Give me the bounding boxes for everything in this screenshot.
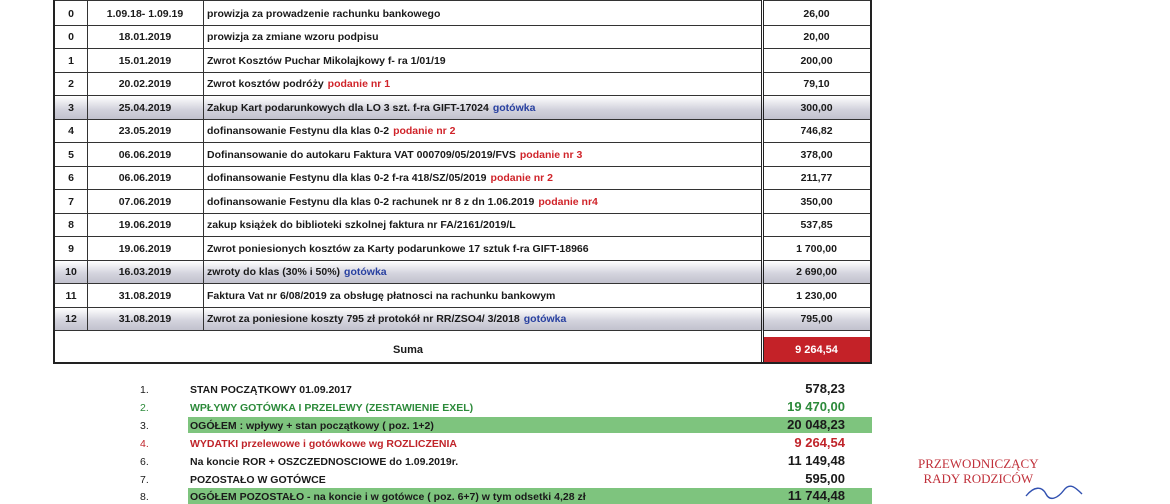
- row-note: gotówka: [344, 266, 387, 279]
- table-row: [55, 2, 870, 26]
- row-number: 10: [65, 266, 77, 279]
- row-description: [203, 2, 759, 26]
- row-date: 31.08.2019: [118, 289, 172, 302]
- row-amount: 795,00: [800, 313, 833, 326]
- row-description-text: prowizja za prowadzenie rachunku bankowego: [207, 7, 441, 20]
- row-description: [203, 49, 759, 73]
- summary-number: 3.: [140, 420, 149, 432]
- row-description-text: dofinansowanie Festynu dla klas 0-2 rachunek nr 8 z dn 1.06.2019: [207, 195, 535, 208]
- amount-divider: [763, 330, 870, 331]
- row-note: podanie nr 1: [327, 78, 391, 91]
- row-description-text: Zwrot Kosztów Puchar Mikolajkowy f- ra 1/01/19: [207, 54, 446, 67]
- row-amount: 537,85: [800, 219, 833, 232]
- row-amount: 26,00: [803, 7, 830, 20]
- row-number: 3: [68, 101, 74, 114]
- sum-value: 9 264,54: [763, 337, 870, 362]
- summary-row: [0, 450, 900, 468]
- column-divider: [87, 0, 88, 331]
- row-description-text: Zwrot poniesionych kosztów za Karty podarunkowe 17 sztuk f-ra GIFT-18966: [207, 242, 589, 255]
- column-divider: [203, 0, 204, 331]
- table-top-border: [55, 0, 761, 1]
- row-note: podanie nr4: [538, 195, 598, 208]
- row-amount: 378,00: [800, 148, 833, 161]
- stamp-line-2: RADY RODZICÓW: [923, 471, 1034, 486]
- row-description-text: Dofinansowanie do autokaru Faktura VAT 000709/05/2019/FVS: [207, 148, 516, 161]
- summary-label: Na koncie ROR + OSZCZEDNOSCIOWE do 1.09.2019r.: [190, 456, 459, 468]
- column-divider: [761, 0, 762, 362]
- row-description: [203, 214, 759, 238]
- row-description: [203, 237, 759, 261]
- summary-value: 19 470,00: [787, 399, 845, 414]
- row-number: 5: [68, 148, 74, 161]
- summary-number: 6.: [140, 456, 149, 468]
- row-amount: 1 700,00: [796, 242, 837, 255]
- row-note: podanie nr 3: [519, 148, 583, 161]
- row-description: [203, 284, 759, 308]
- row-description-text: Faktura Vat nr 6/08/2019 za obsługę płatnosci na rachunku bankowym: [207, 289, 556, 302]
- table-row: [55, 308, 870, 332]
- table-row: [55, 261, 870, 285]
- row-description: [203, 73, 759, 97]
- column-divider: [763, 0, 764, 362]
- summary-number: 7.: [140, 474, 149, 486]
- row-description-text: zakup książek do biblioteki szkolnej faktura nr FA/2161/2019/L: [207, 219, 516, 232]
- row-number: 12: [65, 313, 77, 326]
- row-amount: 300,00: [800, 101, 833, 114]
- row-description-text: Zwrot kosztów podróży: [207, 78, 324, 91]
- table-row: [55, 284, 870, 308]
- summary-row: [0, 432, 900, 450]
- table-row: [55, 143, 870, 167]
- summary-value: 11 744,48: [787, 488, 845, 503]
- row-description-text: zwroty do klas (30% i 50%): [207, 266, 341, 279]
- row-description: [203, 190, 759, 214]
- row-description: [203, 26, 759, 50]
- row-description-text: dofinansowanie Festynu dla klas 0-2: [207, 125, 390, 138]
- row-note: gotówka: [523, 313, 567, 326]
- table-row: [55, 190, 870, 214]
- row-amount: 350,00: [800, 195, 833, 208]
- summary-label: OGÓŁEM : wpływy + stan początkowy ( poz. 1+2): [190, 420, 434, 432]
- row-amount: 200,00: [800, 54, 833, 67]
- table-row: [55, 120, 870, 144]
- row-amount: 746,82: [800, 125, 833, 138]
- row-date: 25.04.2019: [118, 101, 172, 114]
- row-description: [203, 96, 759, 120]
- row-number: 0: [68, 31, 74, 44]
- row-amount: 20,00: [803, 31, 830, 44]
- summary-value: 11 149,48: [787, 453, 845, 468]
- row-amount: 79,10: [803, 78, 830, 91]
- table-row: [55, 167, 870, 191]
- row-note: podanie nr 2: [490, 172, 553, 185]
- summary-row: [0, 468, 900, 486]
- summary-label: POZOSTAŁO W GOTÓWCE: [190, 474, 326, 486]
- row-number: 8: [68, 219, 74, 232]
- summary-value: 578,23: [805, 381, 845, 396]
- summary-row: [0, 378, 900, 396]
- row-description: [203, 143, 759, 167]
- row-date: 1.09.18- 1.09.19: [106, 7, 184, 20]
- sum-label: Suma: [393, 343, 423, 356]
- signature-stamp: [918, 456, 1039, 486]
- row-date: 23.05.2019: [118, 125, 172, 138]
- row-description: [203, 167, 759, 191]
- sum-row: [55, 337, 870, 362]
- row-date: 16.03.2019: [118, 266, 172, 279]
- row-description-text: Zakup Kart podarunkowych dla LO 3 szt. f-ra GIFT-17024: [207, 101, 489, 114]
- summary-row: [0, 414, 900, 432]
- row-amount: 1 230,00: [796, 289, 837, 302]
- summary-label: OGÓŁEM POZOSTAŁO - na koncie i w gotówce ( poz. 6+7) w tym odsetki 4,28 zł: [190, 491, 586, 503]
- table-row: [55, 26, 870, 50]
- row-description-text: Zwrot za poniesione koszty 795 zł protokół nr RR/ZSO4/ 3/2018: [207, 313, 520, 326]
- row-date: 20.02.2019: [118, 78, 172, 91]
- row-number: 4: [68, 125, 74, 138]
- row-number: 6: [68, 172, 74, 185]
- table-row: [55, 73, 870, 97]
- row-amount: 2 690,00: [796, 266, 837, 279]
- summary-label: WPŁYWY GOTÓWKA I PRZELEWY (ZESTAWIENIE EXEL): [190, 402, 474, 414]
- row-description: [203, 261, 759, 285]
- row-number: 7: [68, 195, 74, 208]
- row-date: 06.06.2019: [118, 148, 172, 161]
- row-description: [203, 120, 759, 144]
- row-date: 06.06.2019: [118, 172, 172, 185]
- amount-top-border: [763, 0, 870, 1]
- row-amount: 211,77: [800, 172, 833, 185]
- row-date: 31.08.2019: [118, 313, 172, 326]
- handwritten-signature: [1024, 482, 1084, 500]
- summary-row: [0, 396, 900, 414]
- row-note: gotówka: [492, 101, 536, 114]
- stamp-line-1: PRZEWODNICZĄCY: [918, 456, 1039, 471]
- row-number: 1: [68, 54, 74, 67]
- row-date: 19.06.2019: [118, 242, 172, 255]
- row-number: 0: [68, 7, 74, 20]
- row-date: 07.06.2019: [118, 195, 172, 208]
- row-date: 18.01.2019: [118, 31, 172, 44]
- summary-number: 1.: [140, 384, 149, 396]
- row-number: 2: [68, 78, 74, 91]
- summary-label: STAN POCZĄTKOWY 01.09.2017: [190, 384, 352, 396]
- summary-row: [0, 485, 900, 503]
- row-divider: [55, 330, 761, 331]
- row-description-text: dofinansowanie Festynu dla klas 0-2 f-ra 418/SZ/05/2019: [207, 172, 487, 185]
- table-row: [55, 237, 870, 261]
- summary-value: 9 264,54: [794, 435, 845, 450]
- table-row: [55, 49, 870, 73]
- summary-value: 595,00: [805, 471, 845, 486]
- summary-value: 20 048,23: [787, 417, 845, 432]
- table-row: [55, 96, 870, 120]
- row-date: 15.01.2019: [118, 54, 172, 67]
- summary-number: 8.: [140, 491, 149, 503]
- row-note: podanie nr 2: [393, 125, 456, 138]
- table-row: [55, 214, 870, 238]
- row-description-text: prowizja za zmiane wzoru podpisu: [207, 31, 379, 44]
- row-date: 19.06.2019: [118, 219, 172, 232]
- row-description: [203, 308, 759, 332]
- row-number: 9: [68, 242, 74, 255]
- summary-number: 2.: [140, 402, 149, 414]
- summary-number: 4.: [140, 438, 149, 450]
- summary-label: WYDATKI przelewowe i gotówkowe wg ROZLICZENIA: [190, 438, 457, 450]
- row-number: 11: [65, 289, 77, 302]
- expenses-table: [53, 0, 872, 364]
